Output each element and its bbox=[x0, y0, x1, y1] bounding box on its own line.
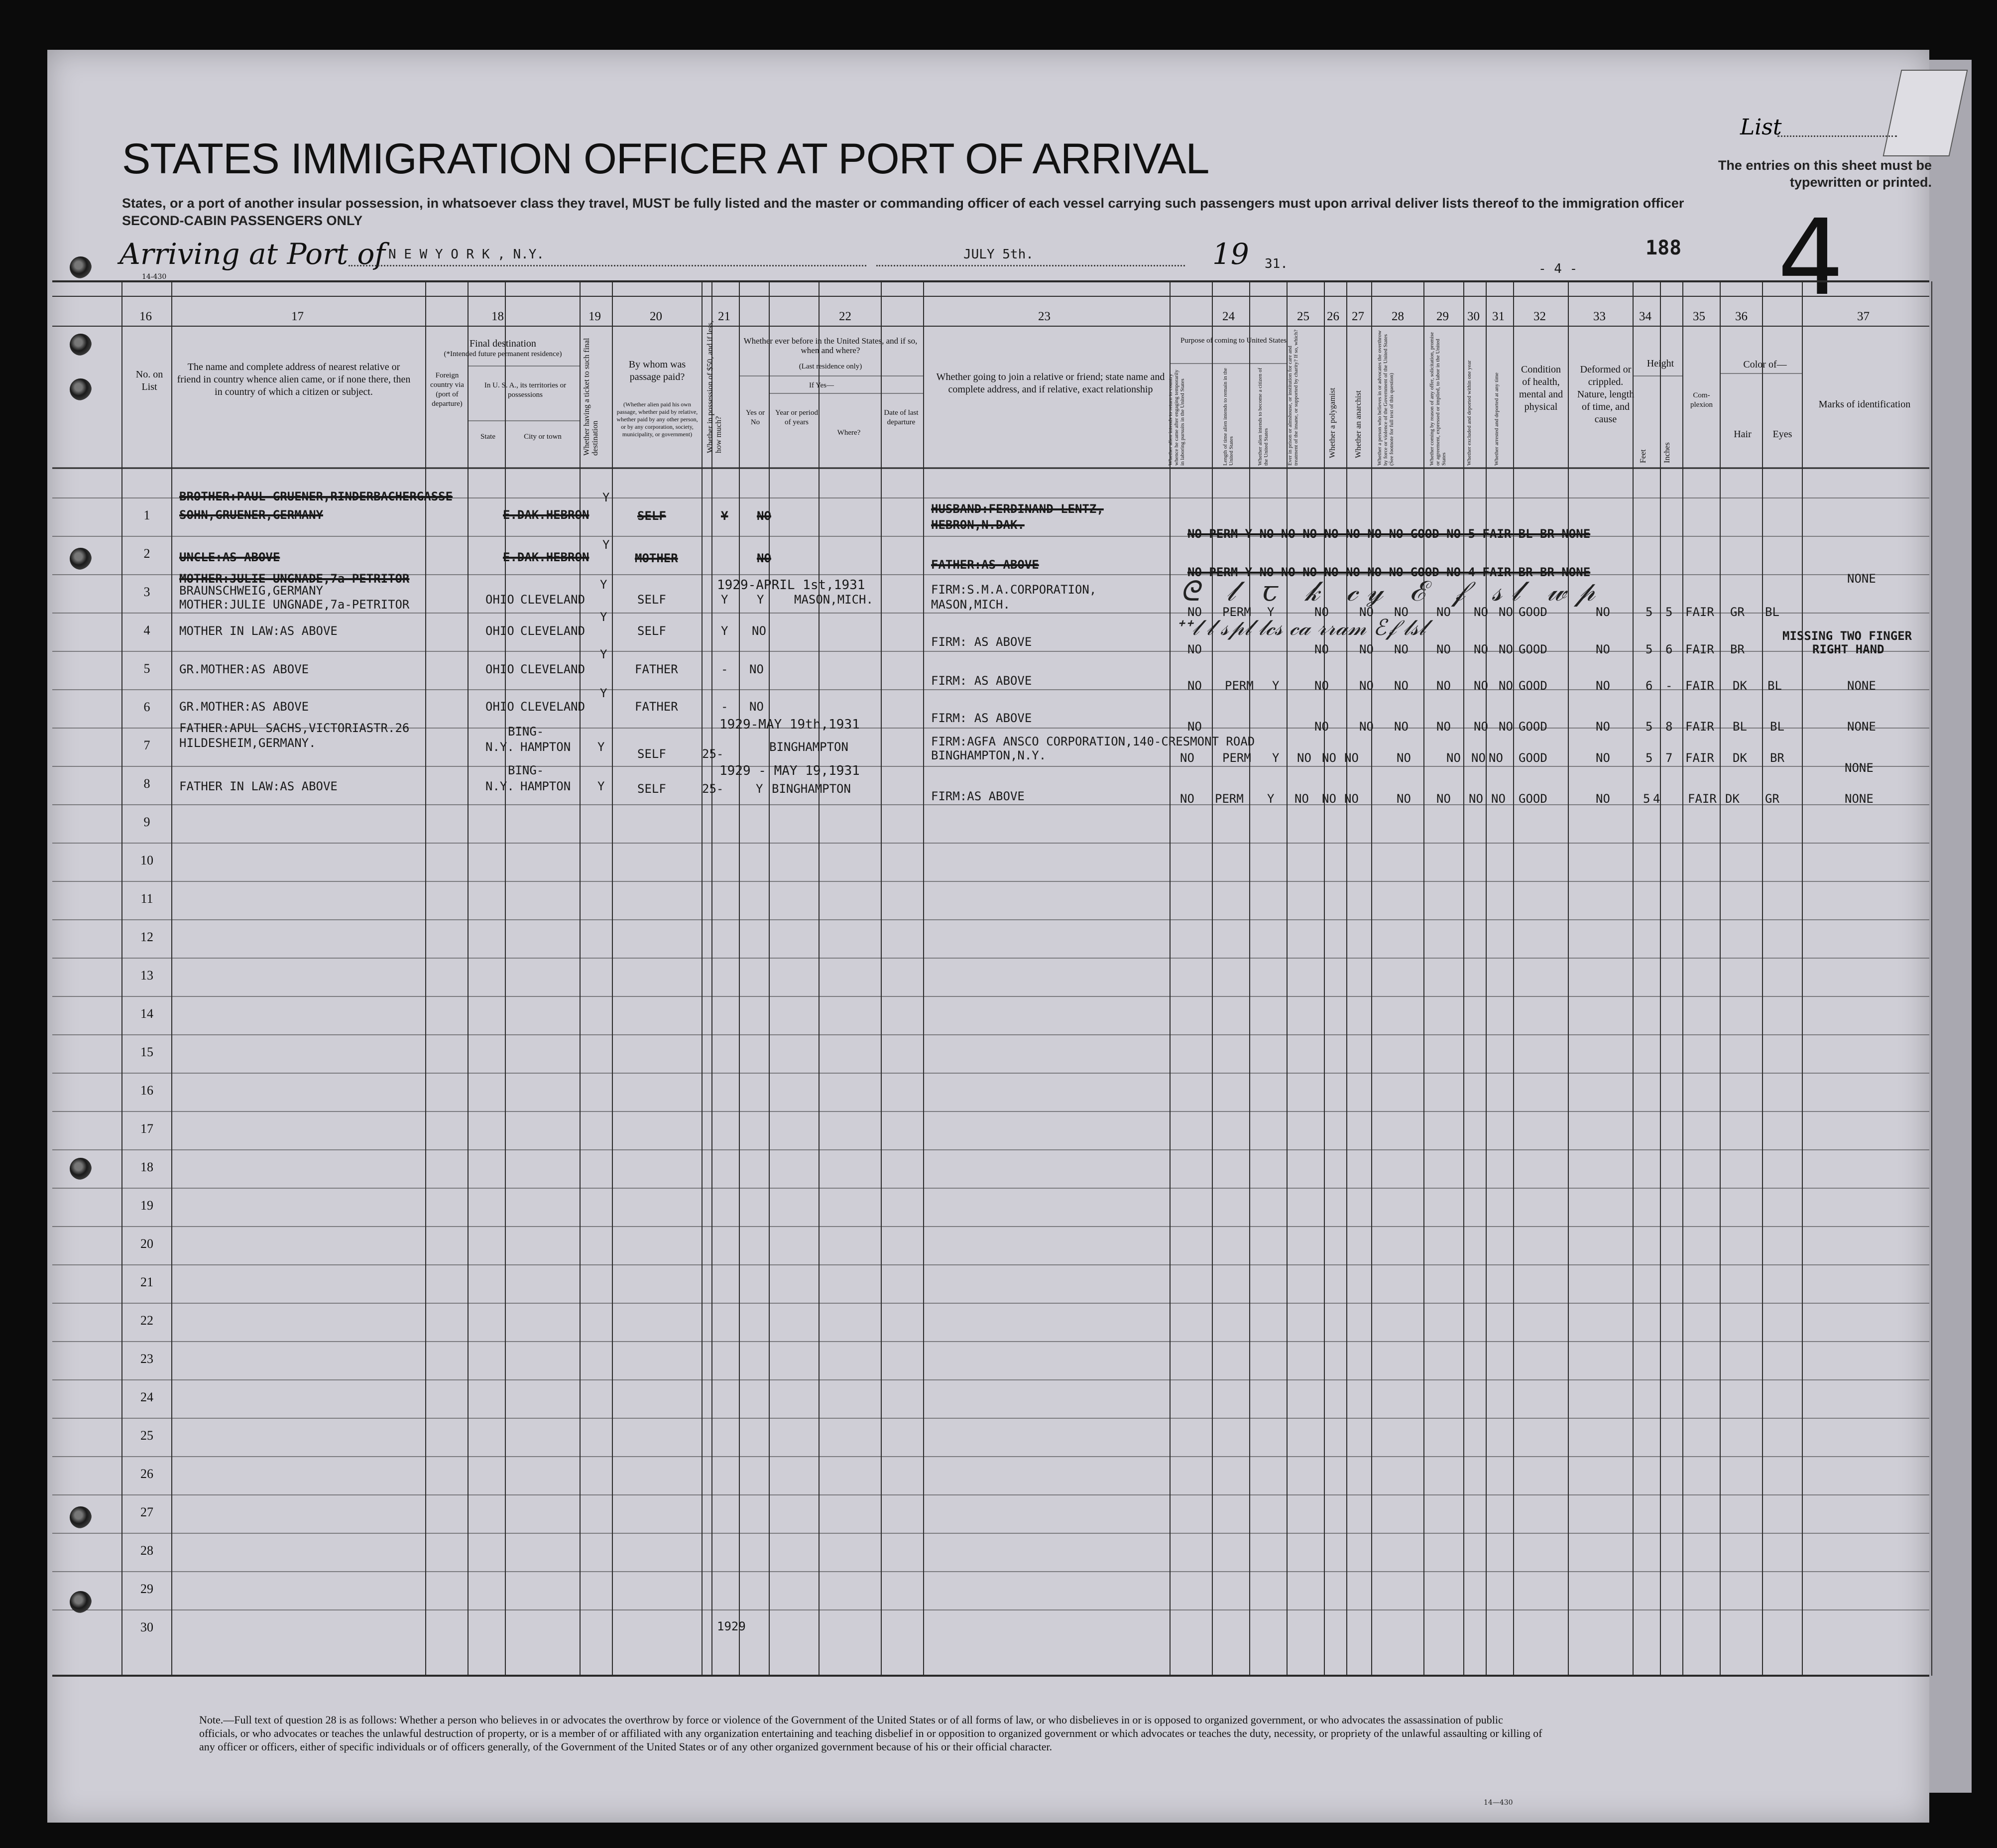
row8-money: 25- bbox=[702, 782, 724, 796]
row6-marks: NONE bbox=[1847, 679, 1876, 693]
row-number: 9 bbox=[143, 815, 150, 829]
header-q31: Whether arrested and deported at any time bbox=[1494, 372, 1500, 466]
header-inches: Inches bbox=[1663, 442, 1671, 463]
row7b-q31b: NO bbox=[1489, 751, 1503, 765]
row7-joining-line2: BINGHAMPTON,N.Y. bbox=[931, 748, 1047, 762]
row4-money: Y bbox=[721, 624, 728, 638]
header-possession-50: Whether in possession of $50, and if less, how much? bbox=[706, 320, 723, 453]
header-complexion: Com-plexion bbox=[1690, 391, 1713, 409]
row8-complexion: FAIR bbox=[1688, 792, 1717, 806]
row1-destination: E.DAK.HEBRON bbox=[503, 508, 589, 522]
row3-hair: GR bbox=[1730, 605, 1745, 619]
row8-feet: 5 bbox=[1643, 792, 1650, 806]
row4-state: OHIO bbox=[485, 624, 514, 638]
row-number: 21 bbox=[140, 1275, 153, 1289]
row-number: 10 bbox=[140, 853, 153, 867]
row8-q27: NO bbox=[1322, 792, 1336, 806]
row5-city: CLEVELAND bbox=[520, 662, 586, 676]
row8-p2: PERM bbox=[1215, 792, 1244, 806]
row8-q28: NO bbox=[1344, 792, 1359, 806]
row7-p1: NO bbox=[1187, 720, 1202, 734]
row6-relative: GR.MOTHER:AS ABOVE bbox=[179, 700, 309, 714]
header-foreign-country: Foreign country via (port of departure) bbox=[430, 371, 464, 408]
row7-hair: BL bbox=[1733, 720, 1747, 734]
header-passage-paid-note: (Whether alien paid his own passage, whether paid by relative, whether paid by any other person, or by any corporation, society, municipality, or government) bbox=[616, 401, 698, 438]
row8-p3: Y bbox=[1267, 792, 1275, 806]
row8-hair: DK bbox=[1725, 792, 1740, 806]
row4-paid: SELF bbox=[637, 624, 666, 638]
row-number: 25 bbox=[140, 1428, 153, 1443]
row8-where: BINGHAMPTON bbox=[772, 782, 851, 796]
row3-inches: 5 bbox=[1665, 605, 1673, 619]
header-joining-relative: Whether going to join a relative or friend; state name and complete address, and if relative, exact relationship bbox=[936, 371, 1165, 395]
row-number: 15 bbox=[140, 1045, 153, 1059]
row3-deformed: NO bbox=[1596, 605, 1610, 619]
row7-marks: NONE bbox=[1847, 720, 1876, 734]
row7-relative-line2: HILDESHEIM,GERMANY. bbox=[179, 736, 316, 750]
column-number: 18 bbox=[491, 310, 504, 323]
row3-feet: 5 bbox=[1645, 605, 1653, 619]
row3-q29: NO bbox=[1436, 605, 1451, 619]
header-eyes: Eyes bbox=[1772, 429, 1792, 440]
row8-q29: NO bbox=[1397, 792, 1411, 806]
column-number: 17 bbox=[291, 310, 304, 323]
row8-marks: NONE bbox=[1845, 792, 1874, 806]
row7b-q30: NO bbox=[1446, 751, 1461, 765]
row6-q29: NO bbox=[1436, 679, 1451, 693]
row7-year: 1929-MAY 19th,1931 bbox=[719, 717, 860, 732]
header-prison: Ever in prison or almshouse, or institution for care and treatment of the insane, or supported by charity? If so, which? bbox=[1287, 329, 1299, 466]
row-number: 12 bbox=[140, 930, 153, 944]
row-number: 26 bbox=[140, 1467, 153, 1481]
row-number: 14 bbox=[140, 1006, 153, 1021]
row5-state: OHIO bbox=[485, 662, 514, 676]
row7-feet: 5 bbox=[1645, 720, 1653, 734]
row3-handwritten-annotation: ᘓ 𝓁 ꞇ 𝓀 𝒸𝓎 ℰ 𝒻 𝓈𝓁 𝓌𝓅 bbox=[1180, 575, 1604, 608]
row4-marks: MISSING TWO FINGER bbox=[1782, 629, 1912, 643]
row1-joining-line2: HEBRON,N.DAK. bbox=[931, 518, 1025, 532]
form-number: 14—430 bbox=[1484, 1799, 1513, 1807]
row2-ticket: Y bbox=[602, 538, 610, 552]
row-number: 3 bbox=[143, 585, 150, 599]
header-q28: Whether a person who believes in or advocates the overthrow by force or violence of the Government of the United States (See footnote for full text of this question) bbox=[1377, 330, 1395, 466]
row5-health: GOOD bbox=[1519, 642, 1547, 656]
row6-q31: NO bbox=[1499, 679, 1513, 693]
row-number: 5 bbox=[143, 661, 150, 676]
date-value: JULY 5th. bbox=[963, 247, 1034, 262]
row7b-p3: Y bbox=[1272, 751, 1280, 765]
row8-deformed: NO bbox=[1596, 792, 1610, 806]
row6-q26: NO bbox=[1314, 679, 1329, 693]
column-number: 30 bbox=[1467, 310, 1480, 323]
row3-p2: PERM bbox=[1222, 605, 1251, 619]
page-188: 188 bbox=[1645, 237, 1682, 259]
row5-paid: FATHER bbox=[635, 662, 678, 676]
row-number: 30 bbox=[140, 1620, 153, 1634]
header-city: City or town bbox=[524, 433, 562, 441]
year-prefix: 19 bbox=[1212, 237, 1249, 271]
row8-q31b: NO bbox=[1491, 792, 1506, 806]
column-number: 25 bbox=[1297, 310, 1309, 323]
row3-joining: FIRM:S.M.A.CORPORATION, bbox=[931, 583, 1097, 597]
row7b-q31: NO bbox=[1471, 751, 1486, 765]
header-purpose-sub3: Whether alien intends to become a citizen of the United States bbox=[1257, 368, 1269, 466]
row7-where: BINGHAMPTON bbox=[769, 740, 848, 754]
row6-feet: 6 bbox=[1645, 679, 1653, 693]
row3-money: Y bbox=[721, 593, 728, 607]
row6-paid: FATHER bbox=[635, 700, 678, 714]
row7b-inches: 7 bbox=[1665, 751, 1673, 765]
row8-eyes: GR bbox=[1765, 792, 1779, 806]
row8-inches: 4 bbox=[1653, 792, 1660, 806]
column-number: 24 bbox=[1222, 310, 1235, 323]
entries-note: The entries on this sheet must be typewritten or printed. bbox=[1718, 158, 1932, 190]
row7-q31: NO bbox=[1499, 720, 1513, 734]
row6-p3: Y bbox=[1272, 679, 1280, 693]
row8-city-line2: HAMPTON bbox=[520, 779, 571, 793]
row8-city: BING- bbox=[508, 763, 544, 777]
header-passage-paid: By whom was passage paid? bbox=[628, 359, 686, 382]
class-label: SECOND-CABIN PASSENGERS ONLY bbox=[122, 213, 363, 228]
row5-yesno: NO bbox=[749, 662, 764, 676]
row5-q27: NO bbox=[1359, 642, 1374, 656]
row1-ticket: Y bbox=[602, 491, 610, 504]
row5-feet: 5 bbox=[1645, 642, 1653, 656]
row-number: 22 bbox=[140, 1313, 153, 1328]
header-q30: Whether excluded and deported within one year bbox=[1466, 360, 1472, 466]
column-number: 22 bbox=[839, 310, 851, 323]
row3-q26: NO bbox=[1314, 605, 1329, 619]
footnote-question-28: Note.—Full text of question 28 is as follows: Whether a person who believes in or advocates the overthrow by force or violence of the Government of the United States or of all forms of law, or who disbelieves in or is opposed to organized government, or who advocates the assassination of public officials, or who advocates or teaches the unlawful destruction of property, or is a member of or affiliated with any organization entertaining and teaching disbelief in or opposition to organized government or which advocates or teaches the duty, necessity, or propriety of the unlawful assaulting or killing of any officer or officers, either of specific individuals or of officers generally, of the Government of the United States or of any other organized government because of his or their official character. bbox=[199, 1714, 1542, 1753]
row7b-complexion: FAIR bbox=[1685, 751, 1714, 765]
row8-year: 1929 - MAY 19,1931 bbox=[719, 763, 860, 778]
row6-health: GOOD bbox=[1519, 679, 1547, 693]
year-value: 31. bbox=[1265, 256, 1288, 271]
row6-q27: NO bbox=[1359, 679, 1374, 693]
row6-eyes: BL bbox=[1767, 679, 1782, 693]
row3-year: 1929-APRIL 1st,1931 bbox=[717, 578, 865, 593]
row5-p1: NO bbox=[1187, 642, 1202, 656]
header-year-period: Year or period of years bbox=[775, 409, 818, 426]
header-q29: Whether coming by reason of any offer, solicitation, promise or agreement, expressed or implied, to labor in the United States bbox=[1429, 332, 1447, 466]
row6-complexion: FAIR bbox=[1685, 679, 1714, 693]
row3-ticket: Y bbox=[600, 578, 607, 592]
row3-complexion: FAIR bbox=[1685, 605, 1714, 619]
row7-complexion: FAIR bbox=[1685, 720, 1714, 734]
header-no-on-list: No. on List bbox=[135, 369, 163, 392]
row8-paid: SELF bbox=[637, 782, 666, 796]
row7b-q29: NO bbox=[1397, 751, 1411, 765]
row-number: 4 bbox=[143, 623, 150, 637]
row7-q29: NO bbox=[1436, 720, 1451, 734]
header-deformed: Deformed or crippled. Nature, length of time, and cause bbox=[1577, 364, 1635, 425]
row3-state: OHIO bbox=[485, 593, 514, 607]
row5-q29: NO bbox=[1436, 642, 1451, 656]
row6-p2: PERM bbox=[1225, 679, 1254, 693]
header-feet: Feet bbox=[1639, 449, 1647, 463]
header-purpose: Purpose of coming to United States bbox=[1180, 337, 1287, 345]
row7-deformed: NO bbox=[1596, 720, 1610, 734]
header-final-destination: Final destination bbox=[470, 338, 536, 349]
row1-paid: SELF bbox=[637, 509, 666, 523]
row-number: 2 bbox=[143, 546, 150, 561]
row1-relative-line2: SOHN,GRUENER,GERMANY bbox=[179, 508, 323, 522]
row2-before: NO bbox=[757, 551, 771, 565]
row1-joining: HUSBAND:FERDINAND LENTZ, bbox=[931, 502, 1104, 516]
row5-joining: FIRM: AS ABOVE bbox=[931, 674, 1032, 688]
row4-city: CLEVELAND bbox=[520, 624, 586, 638]
row6-q28: NO bbox=[1394, 679, 1409, 693]
row3-where: MASON,MICH. bbox=[794, 593, 873, 607]
row-number: 16 bbox=[140, 1083, 153, 1098]
row2-relative: UNCLE:AS ABOVE bbox=[179, 550, 280, 564]
row6-state: OHIO bbox=[485, 700, 514, 714]
row3-city: CLEVELAND bbox=[520, 593, 586, 607]
row6-hair: DK bbox=[1733, 679, 1747, 693]
row8-q31: NO bbox=[1469, 792, 1483, 806]
row3-eyes: BL bbox=[1765, 605, 1779, 619]
row-number: 13 bbox=[140, 968, 153, 983]
header-health: Condition of health, mental and physical bbox=[1519, 364, 1563, 412]
column-number: 37 bbox=[1857, 310, 1870, 323]
row5-relative: GR.MOTHER:AS ABOVE bbox=[179, 662, 309, 676]
column-number: 34 bbox=[1639, 310, 1651, 323]
row7-inches: 8 bbox=[1665, 720, 1673, 734]
row3-paid: SELF bbox=[637, 593, 666, 607]
column-number: 23 bbox=[1038, 310, 1051, 323]
header-color-of: Color of— bbox=[1743, 359, 1787, 370]
row8-state: N.Y. bbox=[485, 779, 514, 793]
row7-city: BING- bbox=[508, 725, 544, 739]
row-number: 7 bbox=[143, 738, 150, 752]
row8-ticket: Y bbox=[597, 779, 605, 793]
row7-joining: FIRM:AGFA ANSCO CORPORATION,140-CRESMONT ROAD bbox=[931, 735, 1255, 748]
row3-marks: NONE bbox=[1847, 572, 1876, 586]
row7b-hair: DK bbox=[1733, 751, 1747, 765]
row7b-q28: NO bbox=[1344, 751, 1359, 765]
row-number: 20 bbox=[140, 1236, 153, 1251]
row1-relative: BROTHER:PAUL GRUENER,RINDERBACHERGASSE bbox=[179, 490, 453, 503]
header-ticket: Whether having a ticket to such final destination bbox=[583, 338, 599, 456]
row-number: 1 bbox=[143, 508, 150, 522]
row7-ticket: Y bbox=[597, 740, 605, 754]
row1-before: NO bbox=[757, 509, 771, 523]
page-title: STATES IMMIGRATION OFFICER AT PORT OF ARRIVAL bbox=[122, 135, 1209, 183]
form-ref-top: 14-430 bbox=[142, 273, 167, 281]
row8-health: GOOD bbox=[1519, 792, 1547, 806]
row3-joining-line2: MASON,MICH. bbox=[931, 598, 1010, 612]
row8-joining: FIRM:AS ABOVE bbox=[931, 789, 1025, 803]
header-where: Where? bbox=[837, 429, 861, 437]
arriving-label: Arriving at Port of bbox=[119, 237, 385, 271]
row8-yesno: Y bbox=[756, 782, 763, 796]
row7-city-line2: HAMPTON bbox=[520, 740, 571, 754]
header-purpose-sub1: Whether alien intends to return to country whence he came after engaging temporarily in laboring pursuits in the United States bbox=[1168, 370, 1185, 466]
header-anarchist: Whether an anarchist bbox=[1354, 390, 1363, 458]
header-polygamist: Whether a polygamist bbox=[1328, 387, 1337, 458]
row-number: 17 bbox=[140, 1121, 153, 1136]
row2-joining: FATHER:AS ABOVE bbox=[931, 558, 1039, 572]
instructions-line: States, or a port of another insular possession, in whatsoever class they travel, MUST be fully listed and the master or commanding officer of each vessel carrying such passengers must upon arrival deliver lists thereof to the immigration officer bbox=[122, 196, 1684, 211]
row1-tail: NO PERM Y NO NO NO NO NO NO NO GOOD NO 5 FAIR BL BR NONE bbox=[1187, 527, 1591, 541]
row1-money: Y bbox=[721, 509, 728, 523]
list-label: List bbox=[1740, 115, 1782, 140]
row5-q26: NO bbox=[1314, 642, 1329, 656]
row6-q30: NO bbox=[1474, 679, 1488, 693]
row-number: 6 bbox=[143, 700, 150, 714]
row3-health: GOOD bbox=[1519, 605, 1547, 619]
list-number: - 4 - bbox=[1538, 261, 1578, 276]
column-number: 32 bbox=[1533, 310, 1546, 323]
port-value: N E W Y O R K , N.Y. bbox=[388, 247, 545, 262]
row7-q26: NO bbox=[1314, 720, 1329, 734]
column-number: 27 bbox=[1352, 310, 1364, 323]
stray-year-mark: 1929 bbox=[717, 1619, 746, 1633]
row5-inches: 6 bbox=[1665, 642, 1673, 656]
header-before-in-us: Whether ever before in the United States, and if so, when and where? bbox=[743, 336, 918, 355]
row-number: 23 bbox=[140, 1352, 153, 1366]
row-number: 27 bbox=[140, 1505, 153, 1519]
header-hair: Hair bbox=[1734, 429, 1752, 440]
row8-q30: NO bbox=[1436, 792, 1451, 806]
row8-q26: NO bbox=[1294, 792, 1309, 806]
row7b-feet: 5 bbox=[1645, 751, 1653, 765]
header-date-last-departure: Date of last departure bbox=[884, 409, 919, 426]
row5-q30: NO bbox=[1474, 642, 1488, 656]
row-number: 11 bbox=[140, 891, 153, 906]
header-if-yes: If Yes— bbox=[809, 381, 834, 389]
column-number: 36 bbox=[1735, 310, 1748, 323]
row-number: 29 bbox=[140, 1582, 153, 1596]
column-number: 33 bbox=[1593, 310, 1606, 323]
column-number: 19 bbox=[588, 310, 601, 323]
row5-deformed: NO bbox=[1596, 642, 1610, 656]
row7b-health: GOOD bbox=[1519, 751, 1547, 765]
row6-p1: NO bbox=[1187, 679, 1202, 693]
row3-p3: Y bbox=[1267, 605, 1275, 619]
row6-city: CLEVELAND bbox=[520, 700, 586, 714]
row6-deformed: NO bbox=[1596, 679, 1610, 693]
header-marks: Marks of identification bbox=[1818, 399, 1911, 410]
row5-ticket: Y bbox=[600, 647, 607, 661]
row3-q31: NO bbox=[1499, 605, 1513, 619]
row7b-q27: NO bbox=[1322, 751, 1336, 765]
row5-q28: NO bbox=[1394, 642, 1409, 656]
row8-relative: FATHER IN LAW:AS ABOVE bbox=[179, 779, 338, 793]
row4-joining: FIRM: AS ABOVE bbox=[931, 635, 1032, 649]
header-last-residence: (Last residence only) bbox=[799, 363, 862, 370]
row7b-deformed: NO bbox=[1596, 751, 1610, 765]
row3-relative-line2: BRAUNSCHWEIG,GERMANY bbox=[179, 584, 323, 598]
row3-q28: NO bbox=[1394, 605, 1409, 619]
header-height: Height bbox=[1646, 358, 1674, 369]
row2-destination: E.DAK.HEBRON bbox=[503, 550, 589, 564]
row3-relative-line3: MOTHER:JULIE UNGNADE,7a-PETRITOR bbox=[179, 598, 410, 612]
row7b-marks: NONE bbox=[1845, 761, 1874, 775]
row7b-q26: NO bbox=[1297, 751, 1311, 765]
row7-money: 25- bbox=[702, 747, 724, 761]
row5-complexion: FAIR bbox=[1685, 642, 1714, 656]
row3-p1: NO bbox=[1187, 605, 1202, 619]
column-number: 29 bbox=[1436, 310, 1449, 323]
header-in-usa: In U. S. A., its territories or possessions bbox=[484, 381, 567, 399]
row7b-p2: PERM bbox=[1222, 751, 1251, 765]
row4-marks-line2: RIGHT HAND bbox=[1812, 642, 1884, 656]
row5-q31: NO bbox=[1499, 642, 1513, 656]
row5-hair: BR bbox=[1730, 642, 1745, 656]
column-number: 16 bbox=[139, 310, 152, 323]
sheet-number: 4 bbox=[1777, 197, 1844, 319]
row7-health: GOOD bbox=[1519, 720, 1547, 734]
row6-ticket: Y bbox=[600, 686, 607, 700]
header-final-destination-sub: (*Intended future permanent residence) bbox=[444, 350, 562, 358]
header-nearest-relative: The name and complete address of nearest relative or friend in country whence alien came, or if none there, then in country of which a citizen or subject. bbox=[177, 362, 411, 397]
row7-relative: FATHER:APUL SACHS,VICTORIASTR.26 bbox=[179, 721, 410, 735]
row4-yesno: NO bbox=[752, 624, 766, 638]
row6-joining: FIRM: AS ABOVE bbox=[931, 711, 1032, 725]
row5-money: - bbox=[721, 662, 728, 676]
row7-q27: NO bbox=[1359, 720, 1374, 734]
row2-paid: MOTHER bbox=[635, 551, 678, 565]
row-number: 28 bbox=[140, 1543, 153, 1558]
row3-relative-struck: MOTHER:JULIE UNGNADE,7a-PETRITOR bbox=[179, 572, 410, 586]
row7-q30: NO bbox=[1474, 720, 1488, 734]
row-number: 8 bbox=[143, 776, 150, 791]
column-number: 35 bbox=[1693, 310, 1705, 323]
row7b-p1: NO bbox=[1180, 751, 1194, 765]
row3-yesno: Y bbox=[757, 593, 764, 607]
column-number: 28 bbox=[1392, 310, 1404, 323]
header-state: State bbox=[480, 433, 495, 441]
column-number: 20 bbox=[650, 310, 662, 323]
row4-handwritten-annotation: ᐩᐩ𝓁 𝓁 𝓈𝓅𝓁 𝓁𝒸𝓈 𝒸𝒶 𝓇𝓇𝒶𝓂 ℰ𝒻 𝓁𝓈𝓁 bbox=[1175, 615, 1426, 640]
row8-p1: NO bbox=[1180, 792, 1194, 806]
column-number: 26 bbox=[1327, 310, 1339, 323]
row-number: 18 bbox=[140, 1160, 153, 1174]
row4-relative: MOTHER IN LAW:AS ABOVE bbox=[179, 624, 338, 638]
row6-inches: - bbox=[1665, 679, 1673, 693]
column-number: 21 bbox=[718, 310, 730, 323]
row3-q30: NO bbox=[1474, 605, 1488, 619]
row-number: 24 bbox=[140, 1390, 153, 1404]
row6-yesno: NO bbox=[749, 700, 764, 714]
header-yes-no: Yes or No bbox=[745, 409, 765, 426]
column-number: 31 bbox=[1492, 310, 1505, 323]
row7-state: N.Y. bbox=[485, 740, 514, 754]
row7-eyes: BL bbox=[1770, 720, 1784, 734]
row3-q27: NO bbox=[1359, 605, 1374, 619]
row-number: 19 bbox=[140, 1198, 153, 1213]
row7-paid: SELF bbox=[637, 747, 666, 761]
row7-q28: NO bbox=[1394, 720, 1409, 734]
row6-money: - bbox=[721, 700, 728, 714]
header-purpose-sub2: Length of time alien intends to remain in the United States bbox=[1222, 368, 1234, 466]
row7b-eyes: BR bbox=[1770, 751, 1784, 765]
row2-tail: NO PERM Y NO NO NO NO NO NO NO GOOD NO 4 FAIR BR BR NONE bbox=[1187, 565, 1591, 579]
row4-ticket: Y bbox=[600, 610, 607, 624]
